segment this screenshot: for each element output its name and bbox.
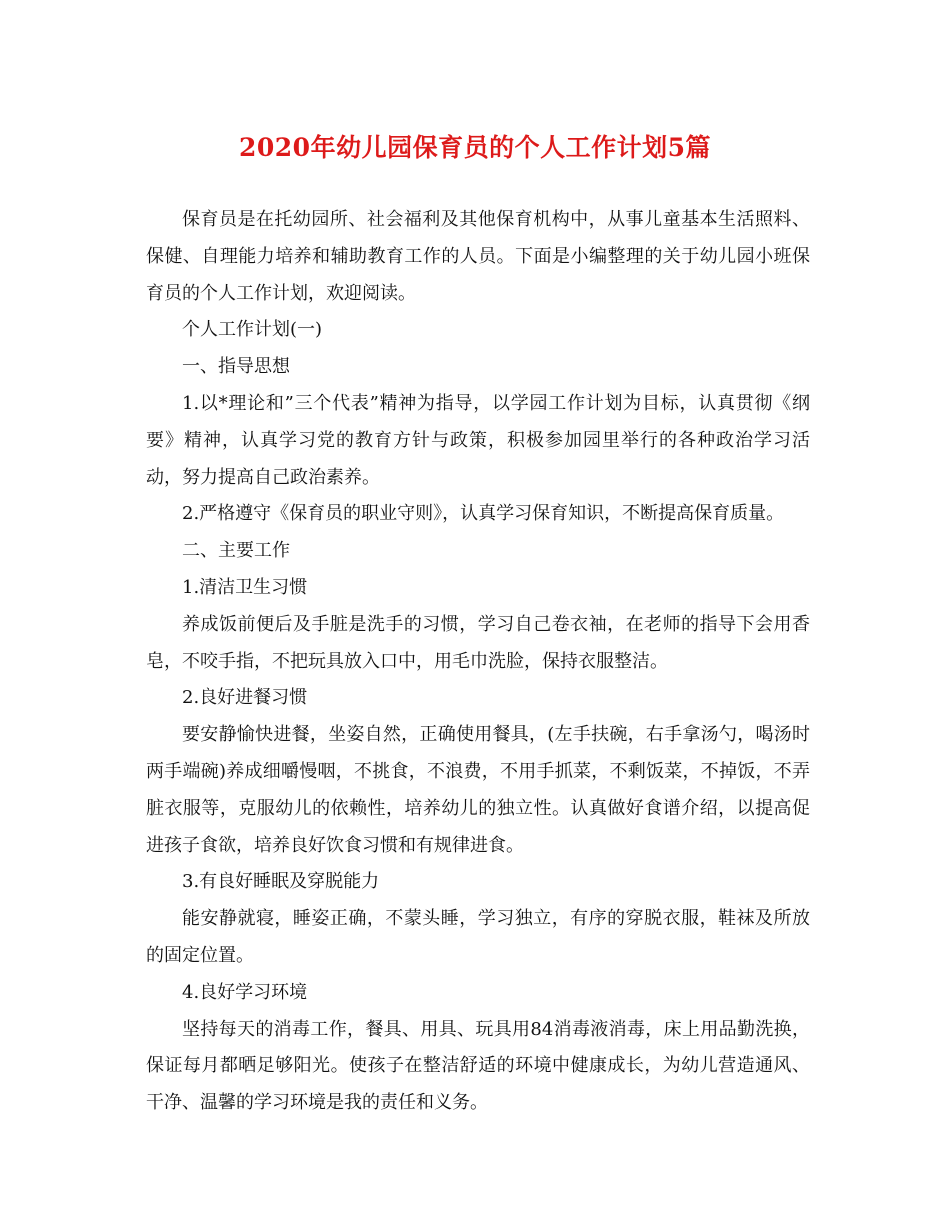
paragraph-item-4-body: 坚持每天的消毒工作，餐具、用具、玩具用84消毒液消毒，床上用品勤洗换，保证每月都晒足够阳光。使孩子在整洁舒适的环境中健康成长，为幼儿营造通风、干净、温馨的学习环境是我的责任和义务。 [146,1018,810,1114]
paragraph-item-2-heading: 2.良好进餐习惯 [182,687,308,709]
paragraph-plan-heading: 个人工作计划(一) [182,319,323,341]
paragraph-item-1-body: 养成饭前便后及手脏是洗手的习惯，学习自己卷衣袖，在老师的指导下会用香皂，不咬手指，不把玩具放入口中，用毛巾洗脸，保持衣服整洁。 [146,613,810,672]
paragraph-section-1-heading: 一、指导思想 [182,356,290,378]
paragraph-item-3-body: 能安静就寝，睡姿正确，不蒙头睡，学习独立，有序的穿脱衣服，鞋袜及所放的固定位置。 [146,908,810,966]
paragraph-guideline-2: 2.严格遵守《保育员的职业守则》，认真学习保育知识，不断提高保育质量。 [182,503,785,525]
document-title: 2020年幼儿园保育员的个人工作计划5篇 [239,133,711,162]
paragraph-guideline-1: 1.以*理论和”三个代表”精神为指导，以学园工作计划为目标，认真贯彻《纲要》精神，认真学习党的教育方针与政策，积极参加园里举行的各种政治学习活动，努力提高自己政治素养。 [146,392,810,488]
document-body [146,202,810,1122]
paragraph-intro: 保育员是在托幼园所、社会福利及其他保育机构中，从事儿童基本生活照料、保健、自理能力培养和辅助教育工作的人员。下面是小编整理的关于幼儿园小班保育员的个人工作计划，欢迎阅读。 [146,209,810,304]
paragraph-section-2-heading: 二、主要工作 [182,540,290,562]
paragraph-item-3-heading: 3.有良好睡眠及穿脱能力 [182,871,380,893]
paragraph-item-4-heading: 4.良好学习环境 [182,981,308,1003]
paragraph-item-1-heading: 1.清洁卫生习惯 [182,576,308,598]
paragraph-item-2-body: 要安静愉快进餐，坐姿自然，正确使用餐具，(左手扶碗，右手拿汤勺，喝汤时两手端碗)养成细嚼慢咽，不挑食，不浪费，不用手抓菜，不剩饭菜，不掉饭，不弄脏衣服等，克服幼儿的依赖性，培养幼儿的独立性。认真做好食谱介绍，以提高促进孩子食欲，培养良好饮食习惯和有规律进食。 [146,724,810,856]
